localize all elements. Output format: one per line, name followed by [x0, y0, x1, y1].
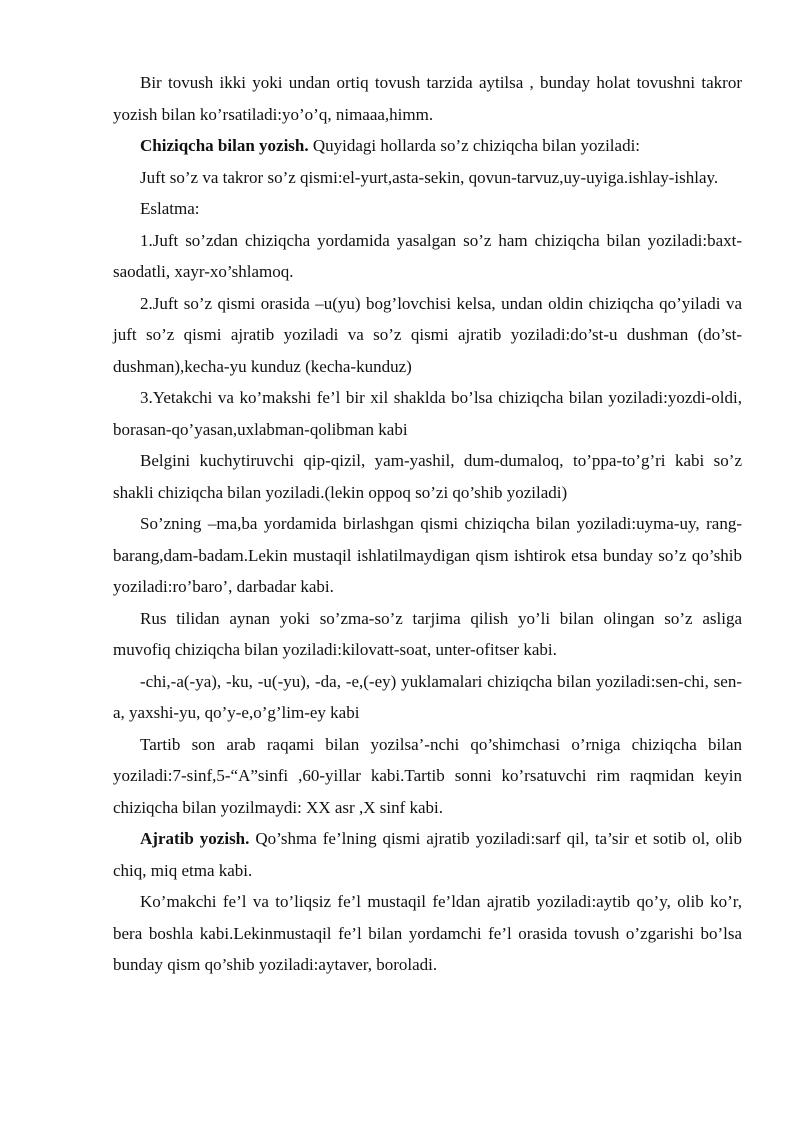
paragraph [113, 67, 742, 130]
paragraph [113, 193, 742, 225]
paragraph-text: Belgini kuchytiruvchi qip-qizil, yam-yashil, dum-dumaloq, to’ppa-to’g’ri kabi so’z shakli chiziqcha bilan yoziladi.(lekin oppoq so’zi qo’shib yoziladi) [113, 451, 742, 502]
paragraph [113, 823, 742, 886]
paragraph-text: -chi,-a(-ya), -ku, -u(-yu), -da, -e,(-ey) yuklamalari chiziqcha bilan yoziladi:sen-chi, sen-a, yaxshi-yu, qo’y-e,o’g’lim-ey kabi [113, 671, 742, 722]
paragraph-text: Qo’shma fe’lning qismi ajratib yoziladi:sarf qil, ta’sir et sotib ol, olib chiq, miq etma kabi. [113, 829, 743, 880]
paragraph-text: Juft so’z va takror so’z qismi:el-yurt,asta-sekin, qovun-tarvuz,uy-uyiga.ishlay-ishlay. [140, 167, 719, 187]
paragraph-text: Bir tovush ikki yoki undan ortiq tovush tarzida aytilsa , bunday holat tovushni takror yozish bilan ko’rsatiladi:yo’o’q, nimaaa,himm. [113, 73, 742, 124]
paragraph-text: Quyidagi hollarda so’z chiziqcha bilan yoziladi: [308, 136, 641, 155]
paragraph [113, 225, 742, 288]
section-heading: Ajratib yozish. [140, 829, 250, 848]
paragraph [113, 445, 742, 508]
paragraph [113, 162, 742, 194]
paragraph [113, 666, 742, 729]
paragraph [113, 886, 742, 981]
paragraph-text: Tartib son arab raqami bilan yozilsa’-nchi qo’shimchasi o’rniga chiziqcha bilan yoziladi:7-sinf,5-“A”sinfi ,60-yillar kabi.Tartib sonni ko’rsatuvchi rim raqmidan keyin chiziqcha bilan yozilmaydi: XX asr ,X sinf kabi. [113, 734, 742, 817]
paragraph [113, 382, 742, 445]
paragraph [113, 130, 742, 162]
paragraph [113, 288, 742, 383]
paragraph-text: Eslatma: [140, 199, 200, 218]
paragraph-text: So’zning –ma,ba yordamida birlashgan qismi chiziqcha bilan yoziladi:uyma-uy, rang-barang,dam-badam.Lekin mustaqil ishlatilmaydigan qism ishtirok etsa bunday so’z qo’shib yoziladi:ro’baro’, darbadar kabi. [113, 514, 742, 596]
paragraph [113, 508, 742, 603]
section-heading: Chiziqcha bilan yozish. [140, 136, 309, 155]
paragraph-text: 2.Juft so’z qismi orasida –u(yu) bog’lovchisi kelsa, undan oldin chiziqcha qo’yiladi va juft so’z qismi ajratib yoziladi va so’z qismi ajratib yoziladi:do’st-u dushman (do’st-dushman),kecha-yu kunduz (kecha-kunduz) [113, 293, 742, 376]
paragraph-text: 3.Yetakchi va ko’makshi fe’l bir xil shaklda bo’lsa chiziqcha bilan yoziladi:yozdi-oldi, borasan-qo’yasan,uxlabman-qolibman kabi [113, 388, 742, 439]
paragraph [113, 603, 742, 666]
paragraph [113, 729, 742, 824]
paragraph-text: 1.Juft so’zdan chiziqcha yordamida yasalgan so’z ham chiziqcha bilan yoziladi:baxt-saodatli, xayr-xo’shlamoq. [113, 230, 742, 281]
paragraph-text: Rus tilidan aynan yoki so’zma-so’z tarjima qilish yo’li bilan olingan so’z asliga muvofiq chiziqcha bilan yoziladi:kilovatt-soat, unter-ofitser kabi. [113, 608, 742, 659]
paragraph-text: Ko’makchi fe’l va to’liqsiz fe’l mustaqil fe’ldan ajratib yoziladi:aytib qo’y, olib ko’r, bera boshla kabi.Lekinmustaqil fe’l bilan yordamchi fe’l orasida tovush o’zgarishi bo’lsa bunday qism qo’shib yoziladi:aytaver, boroladi. [113, 892, 742, 974]
